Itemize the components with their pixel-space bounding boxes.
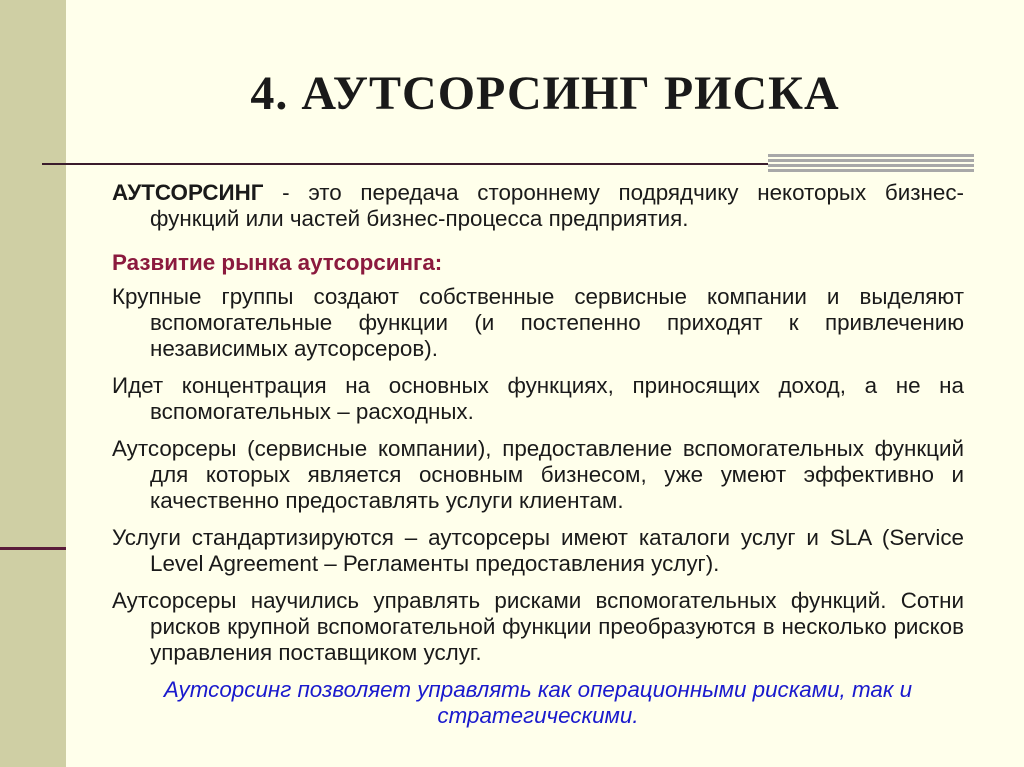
slide-title: 4. АУТСОРСИНГ РИСКА <box>250 67 840 120</box>
left-decor-bar <box>0 0 66 767</box>
point-item: Аутсорсеры (сервисные компании), предоставление вспомогательных функций для которых является основным бизнесом, уже умеют эффективно и качественно предоставлять услуги клиентам. <box>112 436 964 513</box>
definition-term: АУТСОРСИНГ <box>112 180 264 205</box>
point-item: Идет концентрация на основных функциях, приносящих доход, а не на вспомогательных – расходных. <box>112 373 964 424</box>
point-item: Аутсорсеры научились управлять рисками вспомогательных функций. Сотни рисков крупной вспомогательной функции преобразуются в несколько рисков управления поставщиком услуг. <box>112 588 964 665</box>
section-heading: Развитие рынка аутсорсинга: <box>112 250 443 275</box>
slide-body <box>112 180 964 729</box>
definition-paragraph <box>112 180 964 232</box>
point-item: Услуги стандартизируются – аутсорсеры имеют каталоги услуг и SLA (Service Level Agreement – Регламенты предоставления услуг). <box>112 525 964 576</box>
title-decor-stripes <box>768 154 974 174</box>
left-decor-tick <box>0 547 66 550</box>
point-item: Крупные группы создают собственные сервисные компании и выделяют вспомогательные функции (и постепенно приходят к привлечению независимых аутсорсеров). <box>112 284 964 361</box>
conclusion-text: Аутсорсинг позволяет управлять как операционными рисками, так и стратегическими. <box>163 677 913 728</box>
definition-text: - это передача стороннему подрядчику некоторых бизнес-функций или частей бизнес-процесса предприятия. <box>150 180 964 231</box>
title-underline <box>42 163 776 165</box>
